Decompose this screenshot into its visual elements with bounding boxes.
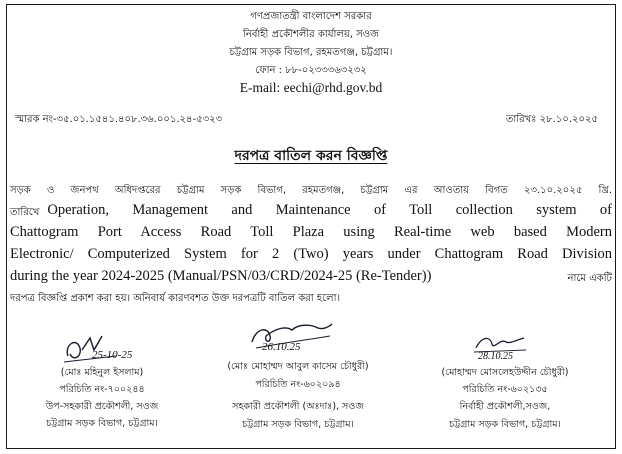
body-line-6: দরপত্র বিজ্ঞপ্তি প্রকাশ করা হয়। অনিবার্য কারণবশত উক্ত দরপত্রটি বাতিল করা হলো। — [10, 293, 341, 304]
body-line-4: Electronic/ Computerized System for 2 (Two) years under Chattogram Road Division — [10, 246, 612, 262]
signature-3-date: 28.10.25 — [478, 351, 513, 362]
signatory-3-id: পরিচিতি নং-৬০২১৩৫ — [462, 384, 548, 395]
body-line-2 — [10, 202, 612, 222]
signatory-3-designation: নির্বাহী প্রকৌশলী,সওজ, — [459, 401, 551, 412]
memo-number: স্মারক নং-৩৫.০১.১৫৪১.৪০৮.৩৬.০০১.২৪-৫৩২৩ — [15, 114, 223, 125]
body-line-5-en: during the year 2024-2025 (Manual/PSN/03/CRD/2024-25 (Re-Tender)) — [10, 268, 432, 284]
signatory-1-office: চট্টগ্রাম সড়ক বিভাগ, চট্টগ্রাম। — [46, 418, 158, 429]
signatory-1-name: (মোঃ মহিনুল ইসলাম) — [60, 367, 144, 378]
signatory-2-designation: সহকারী প্রকৌশলী (অঃদাঃ), সওজ — [232, 401, 364, 412]
notice-title: দরপত্র বাতিল করন বিজ্ঞপ্তি — [234, 148, 388, 164]
body-line-2-bn: তারিখে — [10, 207, 40, 218]
header-email: E-mail: eechi@rhd.gov.bd — [239, 80, 383, 95]
memo-date: তারিখঃ ২৮.১০.২০২৫ — [505, 114, 598, 125]
body-line-5 — [10, 268, 612, 288]
signature-1-date: 25-10-25 — [92, 349, 133, 361]
signatory-2-office: চট্টগ্রাম সড়ক বিভাগ, চট্টগ্রাম। — [242, 419, 354, 430]
header-phone: ফোন : ৮৮-০২৩৩৩৬৩২৩২ — [255, 65, 367, 76]
signatory-2-name: (মোঃ মোহাম্মদ আবুল কাসেম চৌধুরী) — [227, 361, 369, 372]
signatory-3-office: চট্টগ্রাম সড়ক বিভাগ, চট্টগ্রাম। — [449, 419, 561, 430]
header-office: নির্বাহী প্রকৌশলীর কার্যালয়, সওজ — [242, 29, 380, 40]
signatory-1-designation: উপ-সহকারী প্রকৌশলী, সওজ — [45, 401, 159, 412]
signature-1-scribble — [60, 328, 120, 368]
signature-2-date: 26.10.25 — [262, 341, 301, 353]
header-division: চট্টগ্রাম সড়ক বিভাগ, রহমতগঞ্জ, চট্টগ্রাম। — [229, 47, 393, 58]
signatory-2-id: পরিচিতি নং-৬০২০৯৪ — [255, 379, 341, 390]
header-government: গণপ্রজাতন্ত্রী বাংলাদেশ সরকার — [250, 11, 372, 22]
signatory-1-id: পরিচিতি নং-৭০০২৪৪ — [59, 384, 145, 395]
body-line-3: Chattogram Port Access Road Toll Plaza using Real-time web based Modern — [10, 224, 612, 240]
body-line-5-bn: নামে একটি — [567, 273, 612, 284]
signatory-3-name: (মোহাম্মদ মোসলেহউদ্দীন চৌধুরী) — [441, 367, 569, 378]
body-line-1: সড়ক ও জনপথ অধিদপ্তরের চট্টগ্রাম সড়ক বিভাগ, রহমতগঞ্জ, চট্টগ্রাম এর আওতায় বিগত ২৩.১০.২০২৫ খ্রি. — [10, 185, 612, 196]
body-line-2-en: Operation, Management and Maintenance of Toll collection system of — [47, 202, 612, 218]
